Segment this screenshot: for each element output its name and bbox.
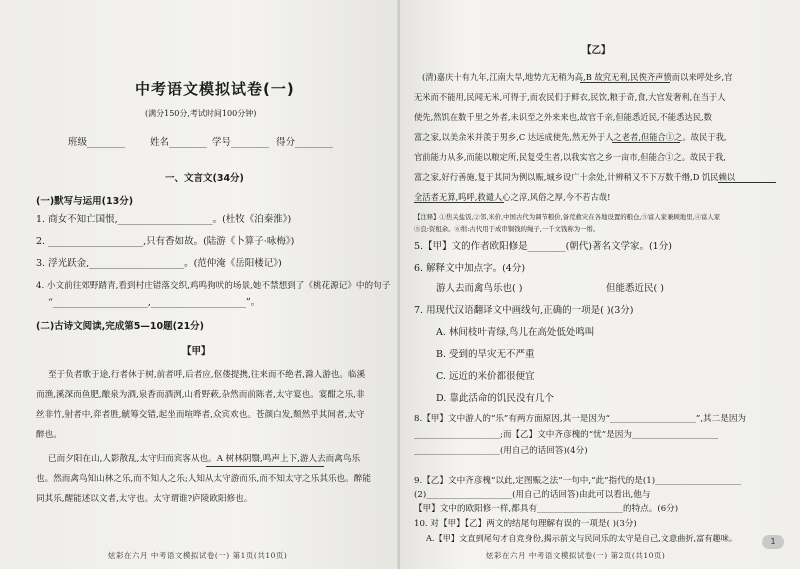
name-blank: ________ xyxy=(169,137,208,148)
yi-line-1: (清)嘉庆十有九年,江南大旱,地势亢无稍为高,B 故究无利,民俟齐声愤而以来呼处乡,官 xyxy=(422,72,733,82)
score-label: 得分 xyxy=(276,137,296,148)
question-9-line1: 9.【乙】文中齐彦槐“以此,定图赈之法”一句中,“此”指代的是(1)____________________ xyxy=(414,476,742,486)
jia-line-5: 已而夕阳在山,人影散乱,太守归而宾客从也。A 树林阴翳,鸣声上下,游人去而禽鸟乐 xyxy=(48,454,361,464)
question-7-option-a: A. 林间枝叶青绿,鸟儿在高处低处鸣叫 xyxy=(436,327,595,338)
question-4-line1: 4. 小文前往郊野踏青,看到村庄错落交织,鸡鸣狗吠的场景,她不禁想到了《桃花源记》中的句子 xyxy=(36,281,391,291)
question-10-option-a: A.【甲】文直到尾句才自竞身份,揭示前文与民同乐的太守是自己,文意曲折,富有趣味。 xyxy=(426,533,738,543)
yi-line-4: 富之家,以美余米并羡于男乡,C 达远成使先,然无外于人之老者,但能合①之。故民于我, xyxy=(414,132,727,142)
question-8-line3: ____________________(用自己的话回答)(4分) xyxy=(414,446,588,456)
score-blank: ________ xyxy=(295,137,334,148)
exam-subtitle: (满分150分,考试时间100分钟) xyxy=(145,109,257,118)
yi-line-6: 富之家,好行善施,复于其同为例以赈,城乡设广十余处,计辨稍又不下万数千缗,D 饥民赖以 xyxy=(414,172,736,182)
question-10: 10. 对【甲】【乙】两文的结尾句理解有误的一项是( )(3分) xyxy=(414,519,637,529)
question-3: 3. 浮光跃金,____________________。(范仲淹《岳阳楼记》) xyxy=(36,258,282,269)
right-footer: 炫彩在六月 中考语文模拟试卷(一) 第2页(共10页) xyxy=(486,551,666,560)
question-9-line3: 【甲】文中的欧阳修一样,都具有____________________的特点。(6分) xyxy=(414,504,679,514)
annotation-note-2: ⑤良:资租余。⑥缗:古代用于成串铜钱的绳子,一千文钱称为一缗。 xyxy=(414,225,600,233)
question-8-line1: 8.【甲】文中游人的“乐”有两方面原因,其一是因为“____________________”,其二是因为 xyxy=(414,414,747,424)
part1-heading: (一)默写与运用(13分) xyxy=(36,196,134,207)
underline-yi-c xyxy=(612,142,680,143)
question-4-line2: “____________________,____________________”。 xyxy=(48,297,261,308)
jia-line-7: 同其乐,醒能述以文者,太守也。太守谓谁?庐陵欧阳修也。 xyxy=(36,494,253,504)
jia-line-4: 醉也。 xyxy=(36,430,62,440)
jia-line-3: 丝非竹,射者中,弈者胜,觥筹交错,起坐而喧哗者,众宾欢也。苍颜白发,颓然乎其间者,太守 xyxy=(36,410,365,420)
yi-line-5: 官前能力从多,而能以粮定所,民复受生者,以我实官之乡一亩市,但能合①之。故民于我, xyxy=(414,152,726,162)
field-id xyxy=(212,136,269,150)
question-7-option-b: B. 受到的旱灾无不严重 xyxy=(436,349,535,360)
jia-line-6: 也。然而禽鸟知山林之乐,而不知人之乐;人知从太守游而乐,而不知太守之乐其乐也。醉能 xyxy=(36,474,371,484)
jia-line-2: 而渔,溪深而鱼肥,酿泉为酒,泉香而酒洌,山肴野蔌,杂然而前陈者,太守宴也。宴酣之乐,非 xyxy=(36,390,365,400)
class-blank: ________ xyxy=(87,137,126,148)
label-yi: 【乙】 xyxy=(582,45,611,56)
question-9-line2: (2)____________________(用自己的话回答)由此可以看出,他与 xyxy=(414,490,651,500)
question-1: 1. 商女不知亡国恨,____________________。(杜牧《泊秦淮》) xyxy=(36,214,292,225)
underline-yi-b xyxy=(580,82,670,83)
underline-jia-a xyxy=(206,466,324,467)
field-score xyxy=(276,136,333,150)
yi-line-3: 使先,然饥在数千里之外者,未识至之外来来也,故官千亲,但能悉近民,不能悉达民,数 xyxy=(414,112,712,122)
annotation-note: 【注释】①焦关盐饭,②邻,米价,中国古代为调节粮价,备荒救灾在各地设置的粮仓,⑤富人家兼顾地里,④富人家 xyxy=(414,213,721,221)
name-label: 姓名 xyxy=(150,137,170,148)
underline-yi-d xyxy=(718,182,776,183)
right-page xyxy=(400,0,800,569)
id-blank: ________ xyxy=(231,137,270,148)
id-label: 学号 xyxy=(212,137,232,148)
section-heading-classical: 一、文言文(34分) xyxy=(165,173,244,184)
left-footer: 炫彩在六月 中考语文模拟试卷(一) 第1页(共10页) xyxy=(108,551,288,560)
field-name xyxy=(150,136,207,150)
question-6-a: 游人去而禽鸟乐也( ) xyxy=(436,283,523,294)
jia-line-1: 至于负者歌于途,行者休于树,前者呼,后者应,伛偻提携,往来而不绝者,滁人游也。临溪 xyxy=(48,370,366,380)
question-7-option-c: C. 远近的米价都很便宜 xyxy=(436,371,535,382)
question-5: 5.【甲】文的作者欧阳修是________(朝代)著名文学家。(1分) xyxy=(414,241,672,252)
field-class xyxy=(68,136,125,150)
page-title: 中考语文模拟试卷(一) xyxy=(135,80,295,98)
yi-line-7: 全活者无算,呜呼,救谴人心之淳,风俗之厚,今不若古哉! xyxy=(414,192,611,202)
question-8-line2: ____________________;而【乙】文中齐彦槐的“忧”是因为____________________ xyxy=(414,430,718,440)
question-7-option-d: D. 靠此活命的饥民没有几个 xyxy=(436,393,554,404)
yi-line-2: 无米而不能用,民闻无米,可得于,而农民们于鲜衣,民饮,粮于奇,食,大官发奢利,在当于人 xyxy=(414,92,726,102)
question-6: 6. 解释文中加点字。(4分) xyxy=(414,263,526,274)
label-jia: 【甲】 xyxy=(182,346,211,357)
underline-yi-d2 xyxy=(414,202,504,203)
question-6-b: 但能悉近民( ) xyxy=(606,283,664,294)
part2-heading: (二)古诗文阅读,完成第5—10题(21分) xyxy=(36,321,205,332)
question-7: 7. 用现代汉语翻译文中画线句,正确的一项是( )(3分) xyxy=(414,305,634,316)
question-2: 2. ____________________,只有香如故。(陆游《卜算子·咏梅》) xyxy=(36,236,295,247)
class-label: 班级 xyxy=(68,137,88,148)
page-number-badge: 1 xyxy=(762,535,784,549)
